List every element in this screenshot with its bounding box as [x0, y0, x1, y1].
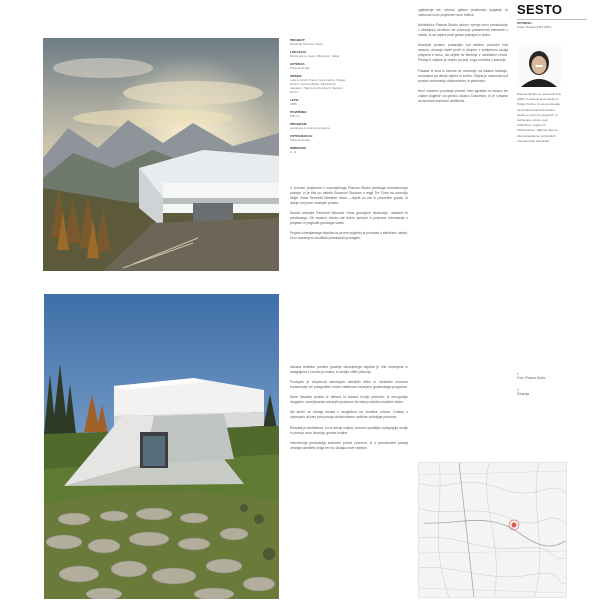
author-portrait: [517, 45, 561, 87]
header-rule: [517, 19, 587, 20]
side-note: Plasma Studio so ustanovili leta 2000 v Londonu Eva Castro in Holger Kehne, ki sta poučevala na Architectural Association. Studio je znan po projektih, ki raziskujejo odnos med arhitekturo, krajino in infrastrukturo. Njihova dela so bila razstavljena na številnih mednarodnih razstavah.: [517, 92, 561, 143]
meta-item: OBSEG: Lola in Ulrich Krimm, Eva Castro, Holger Kehne, Andrea Balbo, Michela Di Gaetano, Hanna Aschenbach, Stefano Pezzi: [290, 74, 346, 94]
meta-item: AVTORJA: Plasma Studio: [290, 62, 310, 70]
project-meta: [290, 38, 348, 158]
caption-text: Situacija: [517, 392, 530, 396]
top-photo: [43, 38, 279, 271]
author-block: [517, 21, 587, 29]
author-label: AVTORJA:: [517, 21, 533, 25]
meta-item: LOKACIJA: Monte Elmo, Sesto (Bolzano), Italija: [290, 50, 340, 58]
meta-item: PROJEKT: Reinhold Messner Haus: [290, 38, 324, 46]
caption-2: [517, 388, 587, 396]
site-map: [418, 462, 567, 598]
caption-number: 2: [517, 388, 519, 392]
author-value: Paolo Ducato (LBX ARC): [517, 25, 552, 30]
meta-item: POVRŠINA: 500 m²: [290, 110, 308, 118]
caption-1: [517, 372, 587, 380]
bottom-photo: [44, 294, 279, 599]
meta-item: PRIPRAVIL: A. D.: [290, 146, 308, 154]
meta-item: FOTOGRAFIJA: Plasma Studio: [290, 134, 314, 142]
caption-text: Foto: Plasma Studio: [517, 376, 546, 380]
caption-number: 1: [517, 372, 519, 376]
page-title: SESTO: [517, 2, 563, 17]
body-text-top-left: Z izvirnim projektom v vzpenjalnega Plasma Studio predlaga rekonstrukcijo postaje, ki je bila po načrtih Emanuel Stoduno v regiji Tre Cime na območju Italije. Nova Reinhold Messner Haus – objekt za vse in posvečen goram, ki deluje kot pravi muzejski prostor. Stavbo starejše Reinhold Messner Haus gostujoče ekskurzije, razstave in predavanja. Ob vsakem obisku ste dobro sprejeti in prejmete informacije o projektu in pogledih gorskega sveta. Projekt vzpenjalnega objekta na prvem pogledu je povezan s številnimi ukrepi, ki so namenjeni okoliškim planinskim postajam.: [290, 186, 408, 241]
meta-item: PROGRAM: gostinska in poslovna stavba: [290, 122, 330, 130]
body-text-bottom: Izbrana estetika prvotne gradnje obstoječega objekta je bila ohranjena in nadgrajena z novimi prvinami, ki sledijo obliki pobočja. Postopek je vključeval zamenjavo starejših delov in ohranitev osnovne konstrukcije ter prilagoditev novim zahtevam muzeja in gostinskega programa. Nove fasadne plošče iz betona in kamna tvorijo prelome, ki omogočajo drugačno osvetljevanje notranjih prostorov ter dajejo objektu značilen videz. Na strehi se nahaja terasa z razgledom na okoliške vrhove. Dostop z vzpenjačo ali peš poti ponuja obiskovalcem različne doživljaje prostora. Rezultat je arhitektura, ki ne deluje vsiljivo, temveč spoštljivo nadgrajuje okolje in ponuja novo izkušnjo gorske krajine. Intervencija predstavlja sodoben primer prenove, ki s preudarnimi posegi ohranja identiteto kraja ter mu dodaja nove vsebine.: [290, 365, 408, 450]
meta-item: LETO: 2005: [290, 98, 300, 106]
body-text-top-right: oglenjenje ele, stronoi, glavne prostorsko spajanje: bi vseboval nove projektne nove rešitve. Arhitektura Plasma Studio skrbno vpenja novo konstrukcijo v obstoječo strukturo ter povezuje posamezne elemente v celoto, ki se odpira proti gorski pokrajini in dolini. Muzejski prostor, postavljen kot steklen volumen nad osnovo, ohranja nizek profil in skupno z arhitekturo okolja prispeva k temu, da objekt ne tekmuje z okoliškimi vrhovi. Pristop k objektu je urejen po poti, ki ga umešča v pobočje. Fasada iz lesa in kamna se navezuje na lokalno tradicijo, notranjost pa deluje odprto in svetlo. Objekt je zasnovan kot prostor srečevanja obiskovalcev in planincev. Novi volumen poudarja prehod med zgradbo in naravo ter odpira poglede na gorsko okolico Dolomitov, ki je vpisana na seznam svetovne dediščine.: [418, 8, 508, 103]
